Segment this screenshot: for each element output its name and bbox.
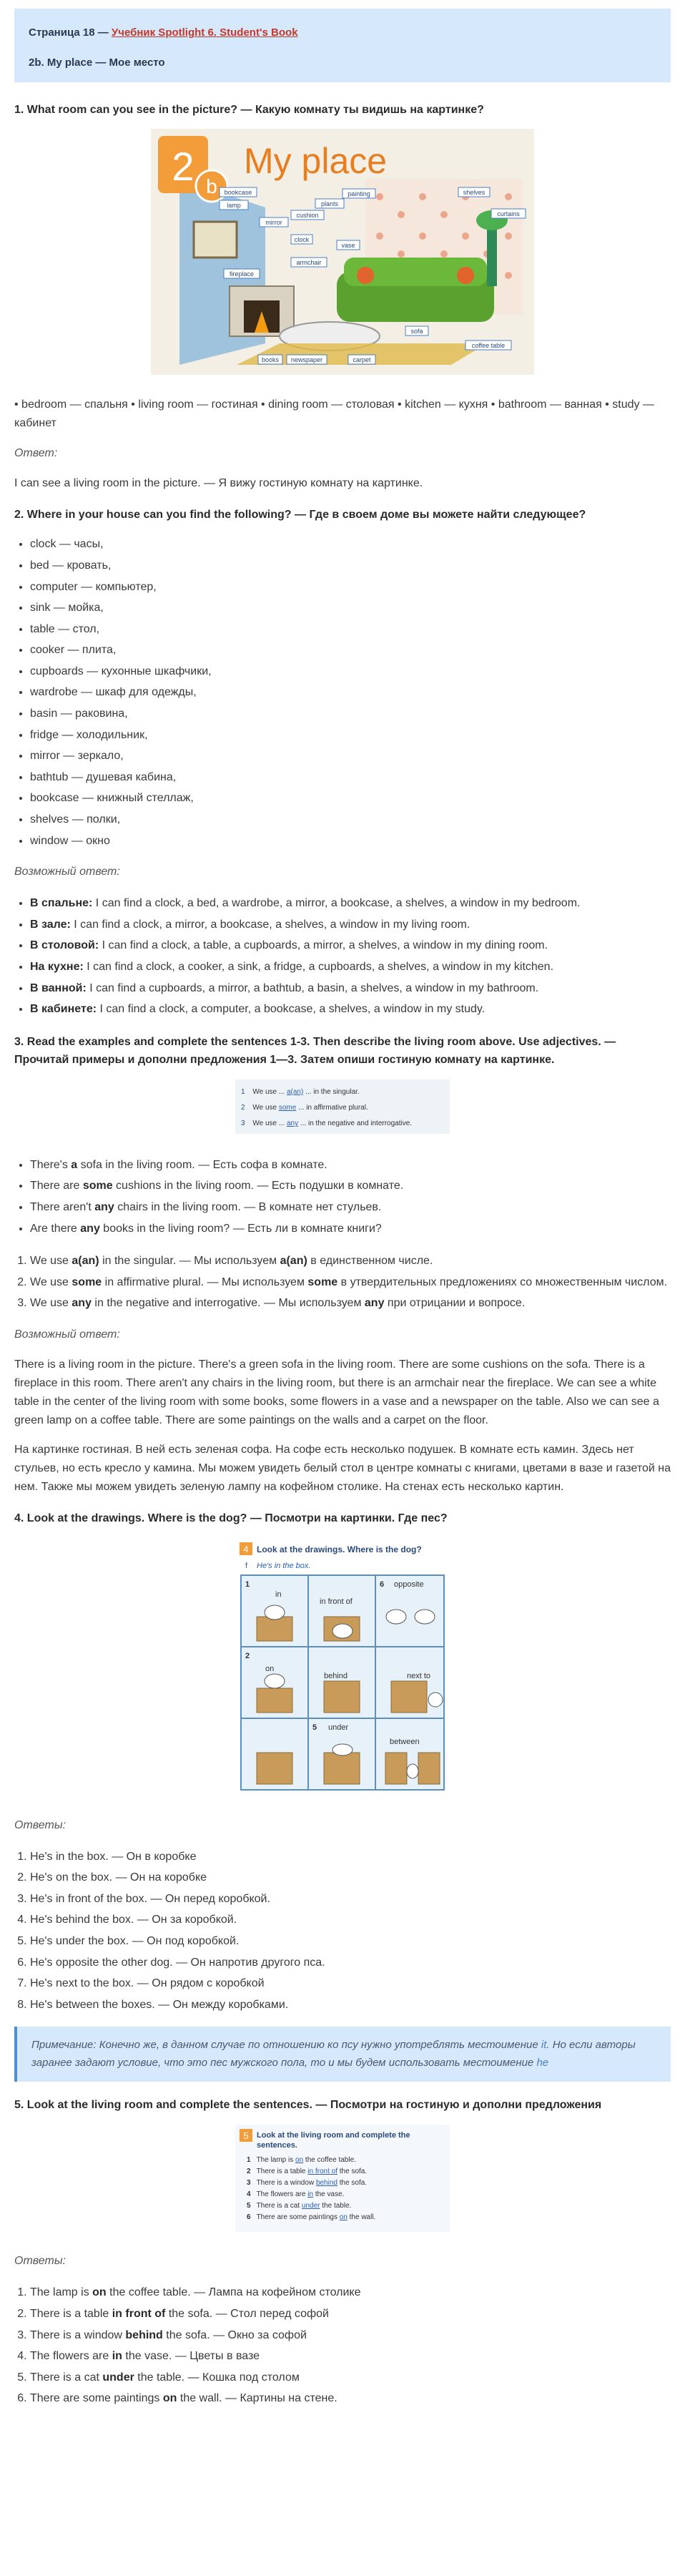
rule-text: in the singular. — Мы используем [99,1255,280,1268]
list-item: • table — стол, [30,619,671,640]
sentence-line [247,2190,344,2198]
room-sentence: I can find a clock, a bed, a wardrobe, a mirror, a bookcase, a shelves, a window in my bedroom. [92,897,581,910]
example-pre: There are [30,1180,83,1192]
cell-label: on [265,1664,275,1673]
answer-post: the table. — Кошка под столом [134,2371,300,2384]
list-item [30,914,671,936]
rule-post: ... in affirmative plural. [298,1103,368,1112]
answer-post: the coffee table. — Лампа на кофейном столике [106,2286,361,2299]
sentence-pre: There is a table [256,2167,308,2175]
example-pre: There's [30,1158,72,1171]
image-heading: My place [244,141,388,182]
list-item: 3. He's in front of the box. — Он перед коробкой. [30,1889,671,1910]
list-item [30,1293,671,1314]
sentence-fill: on [339,2213,348,2221]
list-item [30,1250,671,1272]
cell-num: 1 [245,1580,250,1589]
lesson-title: 2b. My place — Мое место [29,57,165,69]
ex3-examples [14,1155,671,1239]
ex5-image-heading-2: sentences. [257,2140,297,2150]
sentence-post: the table. [320,2201,352,2210]
room-sentence: I can find a clock, a computer, a bookcase, a shelves, a window in my study. [97,1003,486,1016]
list-item [30,1272,671,1293]
list-item: • computer — компьютер, [30,577,671,598]
rule-post: ... in the singular. [305,1087,360,1096]
rule-line [241,1120,412,1127]
list-item [30,2346,671,2367]
example-bold: any [94,1200,114,1213]
rule-text: in affirmative plural. — Мы используем [102,1275,308,1288]
rule-text: при отрицании и вопросе. [384,1297,526,1310]
example-pre: Are there [30,1222,81,1235]
rule-text: в утвердительных предложениях со множественным числом. [337,1275,668,1288]
list-item [30,2282,671,2303]
rule-keyword: some [307,1275,338,1288]
sentence-line [247,2156,356,2164]
ex2-vocab-list [14,534,671,851]
label-curtains: curtains [497,210,520,218]
sentence-num: 5 [247,2201,251,2210]
list-item [30,2325,671,2346]
sentence-pre: The flowers are [256,2190,308,2198]
label-books: books [261,356,280,364]
list-item [30,1155,671,1176]
sentence-num: 3 [247,2178,251,2187]
cell-label: behind [324,1671,348,1680]
rule-num: 1 [241,1087,245,1096]
sentence-num: 2 [247,2167,251,2175]
sentence-fill: in front of [307,2167,337,2175]
room-sentence: I can find a clock, a table, a cupboards, a mirror, a shelves, a window in my dining room. [99,939,548,952]
rule-post: ... in the negative and interrogative. [300,1119,413,1127]
rule-text: в единственном числе. [307,1255,433,1268]
answer-bold: in [112,2350,122,2363]
living-room-illustration [151,129,534,375]
sentence-pre: The lamp is [256,2155,296,2164]
sentence-pre: There is a cat [256,2201,302,2210]
list-item: • clock — часы, [30,534,671,555]
book-link[interactable]: Учебник Spotlight 6. Student's Book [111,26,298,39]
dog-drawings-image [235,1538,450,1796]
rule-fill: a(an) [286,1087,304,1096]
answer-pre: There is a table [30,2307,112,2320]
list-item: • bathtub — душевая кабина, [30,767,671,788]
note-keyword-it: it [541,2039,547,2052]
ex4-title: 4. Look at the drawings. Where is the dog? — Посмотри на картинки. Где пес? [14,1512,448,1525]
cell-num: 2 [245,1651,250,1660]
ex4-example-marker: f [245,1561,248,1570]
sentence-fill: under [301,2201,320,2210]
badge-letter: b [206,175,217,198]
list-item: 1. He's in the box. — Он в коробке [30,1846,671,1868]
answer-pre: There is a cat [30,2371,103,2384]
ex1-answer-label: Ответ: [14,446,58,459]
example-post: sofa in the living room. — Есть софа в комнате. [77,1158,327,1171]
rule-line [241,1088,360,1096]
sentence-post: the sofa. [337,2167,368,2175]
sentence-line [247,2213,375,2221]
example-bold: any [80,1222,100,1235]
rule-text: in the negative and interrogative. — Мы используем [91,1297,365,1310]
note-keyword-he: he [536,2056,549,2069]
label-fireplace: fireplace [229,270,255,278]
rule-keyword: some [72,1275,102,1288]
ex4-image-heading: Look at the drawings. Where is the dog? [257,1544,422,1554]
room-name: На кухне: [30,960,84,973]
label-plants: plants [320,200,339,208]
note-text: Примечание: Конечно же, в данном случае по отношению ко псу нужно употреблять местоимение [31,2039,541,2052]
list-item: 8. He's between the boxes. — Он между коробками. [30,1994,671,2016]
sentence-num: 4 [247,2190,251,2198]
ex3-rules [14,1250,671,1314]
ex5-figure [14,2125,671,2238]
cell-label: in [275,1590,282,1599]
rule-text: We use [30,1297,72,1310]
list-item: 5. He's under the box. — Он под коробкой. [30,1931,671,1952]
sentence-pre: There are some paintings [256,2213,340,2221]
ex3-paragraph-ru: На картинке гостиная. В ней есть зеленая софа. На софе есть несколько подушек. В комнате есть камин. Здесь нет стульев, но есть кресло у камина. Мы можем увидеть белый стол в центре комнаты с книгами, цветами в вазе и газетой на нем. Также мы можем увидеть зеленую лампу на кофейном столике. На стенах есть несколько картин. [14,1444,671,1494]
ex5-answers [14,2282,671,2409]
sentence-fill: on [295,2155,304,2164]
sentence-fill: in [307,2190,314,2198]
rule-fill: some [278,1103,297,1112]
sentence-post: the coffee table. [303,2155,356,2164]
ex5-image-num: 5 [243,2130,249,2141]
sentence-num: 6 [247,2213,251,2221]
grammar-rules-image [235,1079,450,1134]
cell-label: opposite [394,1580,424,1589]
note-text: . Но если авторы заранее задают условие, что это пес мужского пола, то и мы будем использовать местоимение [31,2039,636,2069]
room-name: В столовой: [30,939,99,952]
list-item: 6. He's opposite the other dog. — Он напротив другого пса. [30,1952,671,1974]
ex2-title: 2. Where in your house can you find the following? — Где в своем доме вы можете найти следующее? [14,508,586,521]
rule-pre: We use ... [252,1119,285,1127]
answer-bold: on [162,2392,177,2405]
list-item: • shelves — полки, [30,809,671,831]
answer-post: the vase. — Цветы в вазе [122,2350,260,2363]
room-name: В кабинете: [30,1003,97,1016]
cell-label: between [390,1737,420,1746]
room-sentence: I can find a clock, a mirror, a bookcase, a shelves, a window in my living room. [70,918,470,931]
list-item [30,978,671,999]
list-item: • sink — мойка, [30,597,671,619]
list-item: • cooker — плита, [30,640,671,661]
ex5-image-heading-1: Look at the living room and complete the [257,2130,410,2140]
label-clock: clock [294,236,310,244]
rule-keyword: a(an) [72,1255,99,1268]
label-coffee-table: coffee table [471,342,506,350]
ex4-figure [14,1538,671,1802]
sentence-line [247,2168,367,2175]
label-newspaper: newspaper [290,356,323,364]
sentence-post: the vase. [313,2190,345,2198]
list-item [30,1175,671,1197]
answer-post: the wall. — Картины на стене. [177,2392,337,2405]
list-item [30,1218,671,1240]
label-carpet: carpet [353,356,371,364]
note-box [14,2027,671,2082]
lesson-header [14,9,671,82]
label-bookcase: bookcase [224,189,252,197]
ex4-image-num: 4 [243,1543,249,1554]
page-info [29,24,656,41]
room-name: В спальне: [30,897,93,910]
ex2-answers [14,893,671,1020]
list-item: • fridge — холодильник, [30,725,671,746]
badge-number: 2 [172,144,194,190]
ex4-answers [14,1846,671,2016]
answer-bold: behind [125,2328,163,2341]
rule-num: 3 [241,1119,245,1127]
example-bold: a [71,1158,78,1171]
list-item [30,2388,671,2409]
label-armchair: armchair [296,259,322,267]
ex1-answer: I can see a living room in the picture. — Я вижу гостиную комнату на картинке. [14,476,423,489]
list-item [30,2303,671,2325]
cell-label: in front of [320,1597,353,1606]
ex2-answer-label: Возможный ответ: [14,866,120,878]
rule-text: We use [30,1255,72,1268]
label-sofa: sofa [410,328,423,336]
list-item: • bed — кровать, [30,555,671,577]
ex3-title: 3. Read the examples and complete the sentences 1-3. Then describe the living room above. Use adjectives. — Прочитай примеры и дополни предложения 1—3. Затем опиши гостиную комнату на картинке. [14,1035,616,1067]
example-post: chairs in the living room. — В комнате нет стульев. [114,1200,382,1213]
room-name: В зале: [30,918,71,931]
room-sentence: I can find a clock, a cooker, a sink, a fridge, a cupboards, a shelves, a window in my kitchen. [83,960,554,973]
example-post: cushions in the living room. — Есть подушки в комнате. [112,1180,404,1192]
rule-keyword: any [364,1297,385,1310]
example-bold: some [82,1180,113,1192]
label-cushion: cushion [296,212,319,220]
label-lamp: lamp [227,202,241,210]
rule-pre: We use [252,1103,279,1112]
label-painting: painting [348,190,370,198]
list-item: • bookcase — книжный стеллаж, [30,788,671,809]
example-pre: There aren't [30,1200,95,1213]
list-item [30,935,671,956]
cell-num: 6 [380,1580,385,1589]
complete-sentences-image [235,2125,450,2232]
ex1-title: 1. What room can you see in the picture? — Какую комнату ты видишь на картинке? [14,103,484,116]
sentence-pre: There is a window [256,2178,316,2187]
list-item: 4. He's behind the box. — Он за коробкой. [30,1909,671,1931]
list-item: • wardrobe — шкаф для одежды, [30,682,671,703]
sentence-line [247,2179,367,2187]
page-prefix: Страница 18 — [29,26,112,39]
sentence-fill: behind [315,2178,337,2187]
rule-keyword: a(an) [280,1255,307,1268]
ex4-answer-label: Ответы: [14,1818,66,1831]
room-sentence: I can find a cupboards, a mirror, a bathtub, a basin, a shelves, a window in my bathroom. [86,981,539,994]
sentence-post: the wall. [347,2213,376,2221]
example-post: books in the living room? — Есть ли в комнате книги? [99,1222,382,1235]
list-item: 2. He's on the box. — Он на коробке [30,1867,671,1889]
answer-bold: on [92,2286,107,2299]
cell-num: 5 [312,1723,317,1732]
ex5-title: 5. Look at the living room and complete the sentences. — Посмотри на гостиную и дополни предложения [14,2098,602,2111]
list-item: • mirror — зеркало, [30,745,671,767]
cell-label: next to [407,1671,431,1680]
list-item: • basin — раковина, [30,703,671,725]
label-shelves: shelves [463,189,486,197]
list-item: • window — окно [30,831,671,852]
ex1-figure [14,129,671,381]
ex1-vocab: • bedroom — спальня • living room — гостиная • dining room — столовая • kitchen — кухня • bathroom — ванная • study — кабинет [14,398,654,429]
rule-text: We use [30,1275,72,1288]
list-item [30,893,671,914]
answer-bold: under [102,2371,134,2384]
list-item [30,999,671,1020]
rule-line [241,1104,368,1112]
list-item [30,1197,671,1218]
list-item [30,2367,671,2389]
list-item: • cupboards — кухонные шкафчики, [30,661,671,682]
rule-pre: We use ... [252,1087,285,1096]
rule-fill: any [286,1119,299,1127]
cell-label: under [328,1723,349,1732]
ex4-example: He's in the box. [257,1561,311,1570]
sentence-num: 1 [247,2155,251,2164]
rule-num: 2 [241,1103,245,1112]
sentence-line [247,2202,351,2210]
sentence-post: the sofa. [337,2178,368,2187]
list-item: 7. He's next to the box. — Он рядом с коробкой [30,1973,671,1994]
label-mirror: mirror [265,219,282,227]
list-item [30,956,671,978]
ex5-answer-label: Ответы: [14,2255,66,2268]
answer-pre: There are some paintings [30,2392,163,2405]
ex3-answer-label: Возможный ответ: [14,1328,120,1341]
rule-keyword: any [72,1297,92,1310]
answer-pre: The flowers are [30,2350,112,2363]
ex3-paragraph-en: There is a living room in the picture. There's a green sofa in the living room. There are some cushions on the sofa. There is a fireplace in this room. There aren't any chairs in the living room, but there is an armchair near the fireplace. We can see a white table in the center of the living room with some books, some flowers in a vase and a newspaper on the table. Also we can see a green lamp on a coffee table. There are some paintings on the walls and a carpet on the floor. [14,1358,659,1426]
label-vase: vase [341,242,355,250]
answer-post: the sofa. — Стол перед софой [165,2307,329,2320]
answer-pre: The lamp is [30,2286,93,2299]
ex3-figure [14,1079,671,1140]
answer-bold: in front of [112,2307,166,2320]
answer-pre: There is a window [30,2328,126,2341]
room-name: В ванной: [30,981,87,994]
answer-post: the sofa. — Окно за софой [162,2328,307,2341]
